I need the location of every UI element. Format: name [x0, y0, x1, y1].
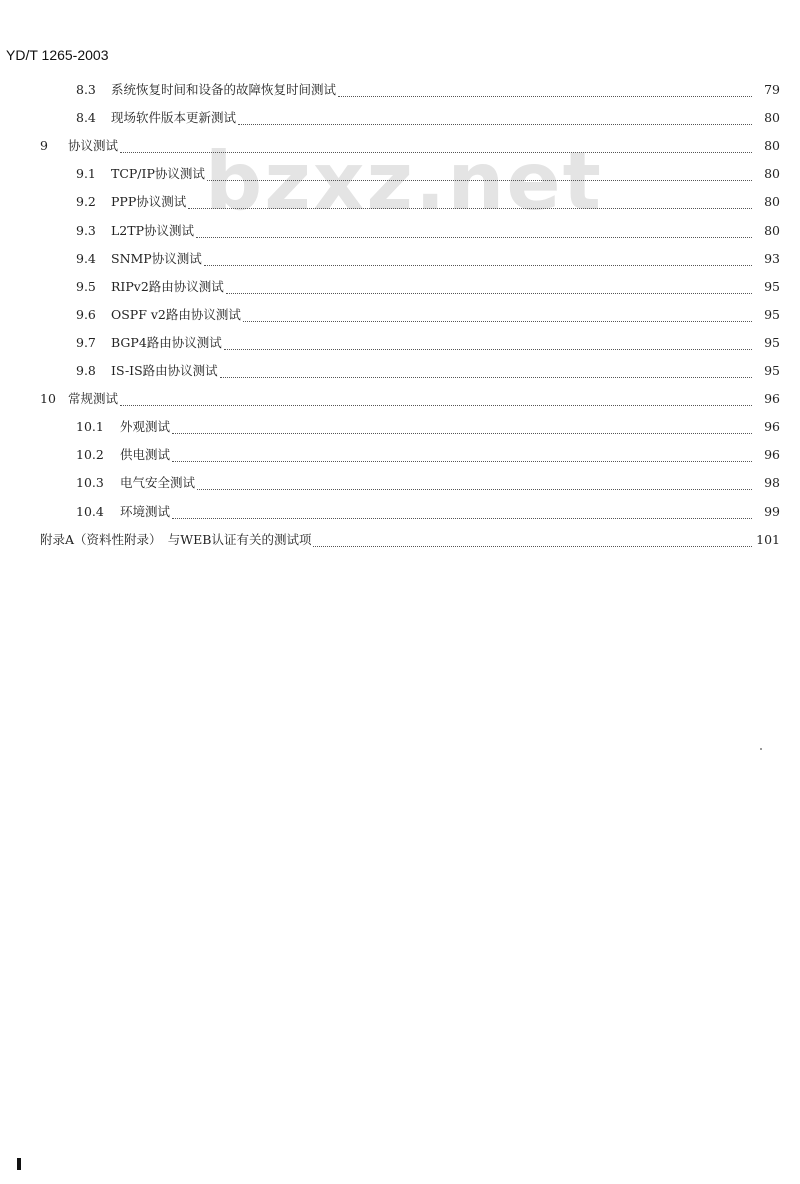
toc-entry[interactable] — [76, 192, 780, 212]
toc-title: 外观测试 — [120, 419, 171, 435]
toc-page: 93 — [764, 250, 780, 266]
toc-page: 80 — [764, 110, 780, 126]
toc-page: 96 — [764, 391, 780, 407]
toc-title: 现场软件版本更新测试 — [111, 110, 237, 126]
toc-leader — [120, 404, 752, 406]
toc-page: 80 — [764, 166, 780, 182]
toc-number: 10.4 — [76, 503, 104, 519]
toc-number: 10.1 — [76, 419, 104, 435]
toc-page: 95 — [764, 334, 780, 350]
toc-page: 80 — [764, 194, 780, 210]
toc-leader — [196, 236, 752, 238]
toc-entry[interactable] — [40, 389, 780, 409]
toc-number: 10 — [40, 391, 56, 407]
toc-entry[interactable] — [76, 249, 780, 269]
toc-number: 9.6 — [76, 306, 96, 322]
toc-page: 95 — [764, 363, 780, 378]
toc-number: 8.4 — [76, 110, 96, 126]
toc-title: L2TP协议测试 — [111, 222, 195, 238]
toc-title: 供电测试 — [120, 447, 171, 463]
toc-entry[interactable] — [76, 473, 780, 493]
toc-number: 8.3 — [76, 82, 96, 97]
toc-page: 80 — [764, 138, 780, 154]
toc-entry[interactable] — [76, 361, 780, 381]
toc-page: 80 — [764, 222, 780, 238]
toc-number: 9 — [40, 138, 48, 154]
toc-page: 98 — [764, 475, 780, 491]
toc-number: 9.5 — [76, 278, 96, 294]
toc-entry[interactable] — [76, 277, 780, 297]
toc-title: 电气安全测试 — [120, 475, 196, 491]
document-header: YD/T 1265-2003 — [6, 47, 109, 63]
toc-number: 10.3 — [76, 475, 104, 491]
watermark: bzxz.net — [205, 135, 603, 228]
toc-page: 95 — [764, 306, 780, 322]
toc-leader — [172, 432, 752, 434]
toc-entry[interactable] — [76, 164, 780, 184]
toc-entry[interactable] — [76, 502, 780, 522]
toc-title: BGP4路由协议测试 — [111, 334, 222, 350]
toc-entry[interactable] — [76, 80, 780, 100]
toc-title: 协议测试 — [68, 138, 119, 154]
toc-entry[interactable] — [76, 305, 780, 325]
toc-leader — [120, 151, 752, 153]
toc-title: PPP协议测试 — [111, 194, 187, 210]
toc-title: SNMP协议测试 — [111, 250, 202, 266]
toc-title: 系统恢复时间和设备的故障恢复时间测试 — [111, 82, 337, 97]
toc-title: （资料性附录） 与WEB认证有关的测试项 — [74, 531, 312, 547]
toc-number: 9.1 — [76, 166, 96, 182]
toc-number: 附录A — [40, 531, 75, 547]
toc-entry[interactable] — [40, 530, 780, 550]
toc-page: 79 — [764, 82, 780, 97]
toc-page: 101 — [756, 531, 780, 547]
scan-speck — [760, 748, 762, 750]
toc-title: RIPv2路由协议测试 — [111, 278, 224, 294]
toc-number: 10.2 — [76, 447, 104, 463]
toc-entry[interactable] — [76, 333, 780, 353]
toc-leader — [204, 264, 752, 266]
toc-number: 9.2 — [76, 194, 96, 210]
toc-title: IS-IS路由协议测试 — [111, 363, 218, 378]
toc-entry[interactable] — [76, 417, 780, 437]
toc-title: OSPF v2路由协议测试 — [111, 306, 241, 322]
toc-page: 95 — [764, 278, 780, 294]
toc-entry[interactable] — [76, 221, 780, 241]
toc-title: TCP/IP协议测试 — [111, 166, 205, 182]
toc-number: 9.8 — [76, 363, 96, 378]
toc-leader — [238, 123, 752, 125]
toc-leader — [243, 320, 752, 322]
toc-leader — [220, 376, 752, 378]
page-mark — [17, 1158, 21, 1170]
toc-leader — [338, 95, 752, 97]
toc-entry[interactable] — [40, 136, 780, 156]
toc-leader — [226, 292, 752, 294]
toc-leader — [207, 179, 752, 181]
toc-number: 9.4 — [76, 250, 96, 266]
toc-title: 环境测试 — [120, 503, 171, 519]
toc-title: 常规测试 — [68, 391, 119, 407]
toc-number: 9.7 — [76, 334, 96, 350]
toc-leader — [224, 348, 752, 350]
toc-page: 99 — [764, 503, 780, 519]
toc-leader — [172, 460, 752, 462]
toc-page: 96 — [764, 419, 780, 435]
toc-entry[interactable] — [76, 445, 780, 465]
toc-leader — [197, 488, 752, 490]
toc-entry[interactable] — [76, 108, 780, 128]
toc-leader — [313, 545, 752, 547]
toc-page: 96 — [764, 447, 780, 463]
toc-number: 9.3 — [76, 222, 96, 238]
toc-leader — [172, 517, 752, 519]
toc-leader — [188, 207, 752, 209]
